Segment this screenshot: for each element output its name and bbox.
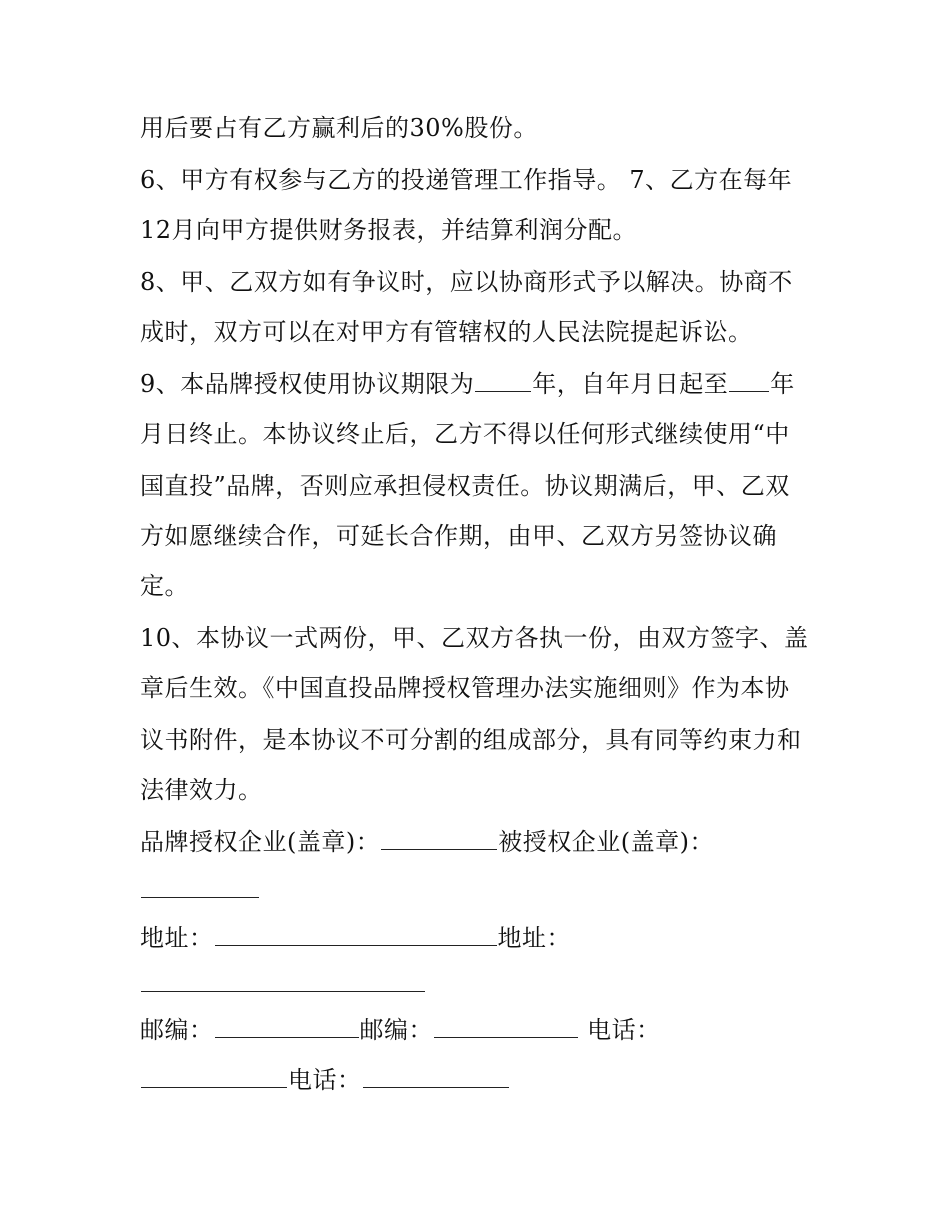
brand-company-label: 品牌授权企业(盖章)： <box>140 828 381 856</box>
address-label: 地址： <box>497 924 571 952</box>
brand-company-blank <box>381 829 497 850</box>
text: 10、本协议一式两份，甲、乙双方各执一份，由双方签字、盖 <box>140 624 809 652</box>
postcode-blank-1 <box>215 1017 359 1038</box>
paragraph-line <box>140 266 830 298</box>
text: 定。 <box>140 572 189 600</box>
text: 章后生效。《中国直投品牌授权管理办法实施细则》作为本协 <box>140 674 790 702</box>
paragraph-line <box>140 418 830 450</box>
address-label: 地址： <box>140 924 214 952</box>
text: 9、本品牌授权使用协议期限为 <box>140 370 475 398</box>
text: 用后要占有乙方赢利后的30%股份。 <box>140 114 538 142</box>
text: 法律效力。 <box>140 776 263 804</box>
paragraph-line <box>140 112 830 144</box>
text: 议书附件，是本协议不可分割的组成部分，具有同等约束力和 <box>140 726 802 754</box>
paragraph-line <box>140 724 830 756</box>
paragraph-line <box>140 520 830 552</box>
licensed-company-label: 被授权企业(盖章)： <box>498 828 714 856</box>
text: 方如愿继续合作，可延长合作期，由甲、乙双方另签协议确 <box>140 522 777 550</box>
paragraph-line <box>140 164 830 196</box>
text: 国直投”品牌，否则应承担侵权责任。协议期满后，甲、乙双 <box>140 472 790 500</box>
signature-row-company <box>140 826 830 858</box>
phone-label: 电话： <box>288 1066 362 1094</box>
text: 年，自年月日起至 <box>532 370 729 398</box>
paragraph-line <box>140 570 830 602</box>
phone-label: 电话： <box>587 1016 661 1044</box>
paragraph-line <box>140 316 830 348</box>
paragraph-line <box>140 214 830 246</box>
text: 6、甲方有权参与乙方的投递管理工作指导。 7、乙方在每年 <box>140 166 793 194</box>
text: 月日终止。本协议终止后，乙方不得以任何形式继续使用“中 <box>140 420 790 448</box>
paragraph-line <box>140 774 830 806</box>
paragraph-line <box>140 470 830 502</box>
paragraph-line <box>140 368 830 400</box>
text: 年 <box>770 370 795 398</box>
licensed-company-blank <box>141 877 259 898</box>
paragraph-line <box>140 622 830 654</box>
signature-row-postcode <box>140 1014 830 1046</box>
address-blank-2 <box>141 971 425 992</box>
postcode-blank-2 <box>434 1017 578 1038</box>
blank-line-term-years <box>475 371 531 392</box>
text: 8、甲、乙双方如有争议时，应以协商形式予以解决。协商不 <box>140 268 793 296</box>
paragraph-line <box>140 672 830 704</box>
signature-row-phone <box>140 1064 830 1096</box>
text: 成时，双方可以在对甲方有管辖权的人民法院提起诉讼。 <box>140 318 753 346</box>
phone-blank-2 <box>363 1067 509 1088</box>
phone-blank-1 <box>141 1067 287 1088</box>
postcode-label: 邮编： <box>140 1016 214 1044</box>
postcode-label: 邮编： <box>359 1016 433 1044</box>
signature-row-blank <box>140 874 830 906</box>
blank-line-end-year <box>729 371 769 392</box>
signature-row-blank <box>140 968 830 1000</box>
signature-row-address <box>140 922 830 954</box>
address-blank-1 <box>215 925 497 946</box>
text: 12月向甲方提供财务报表，并结算利润分配。 <box>140 216 638 244</box>
